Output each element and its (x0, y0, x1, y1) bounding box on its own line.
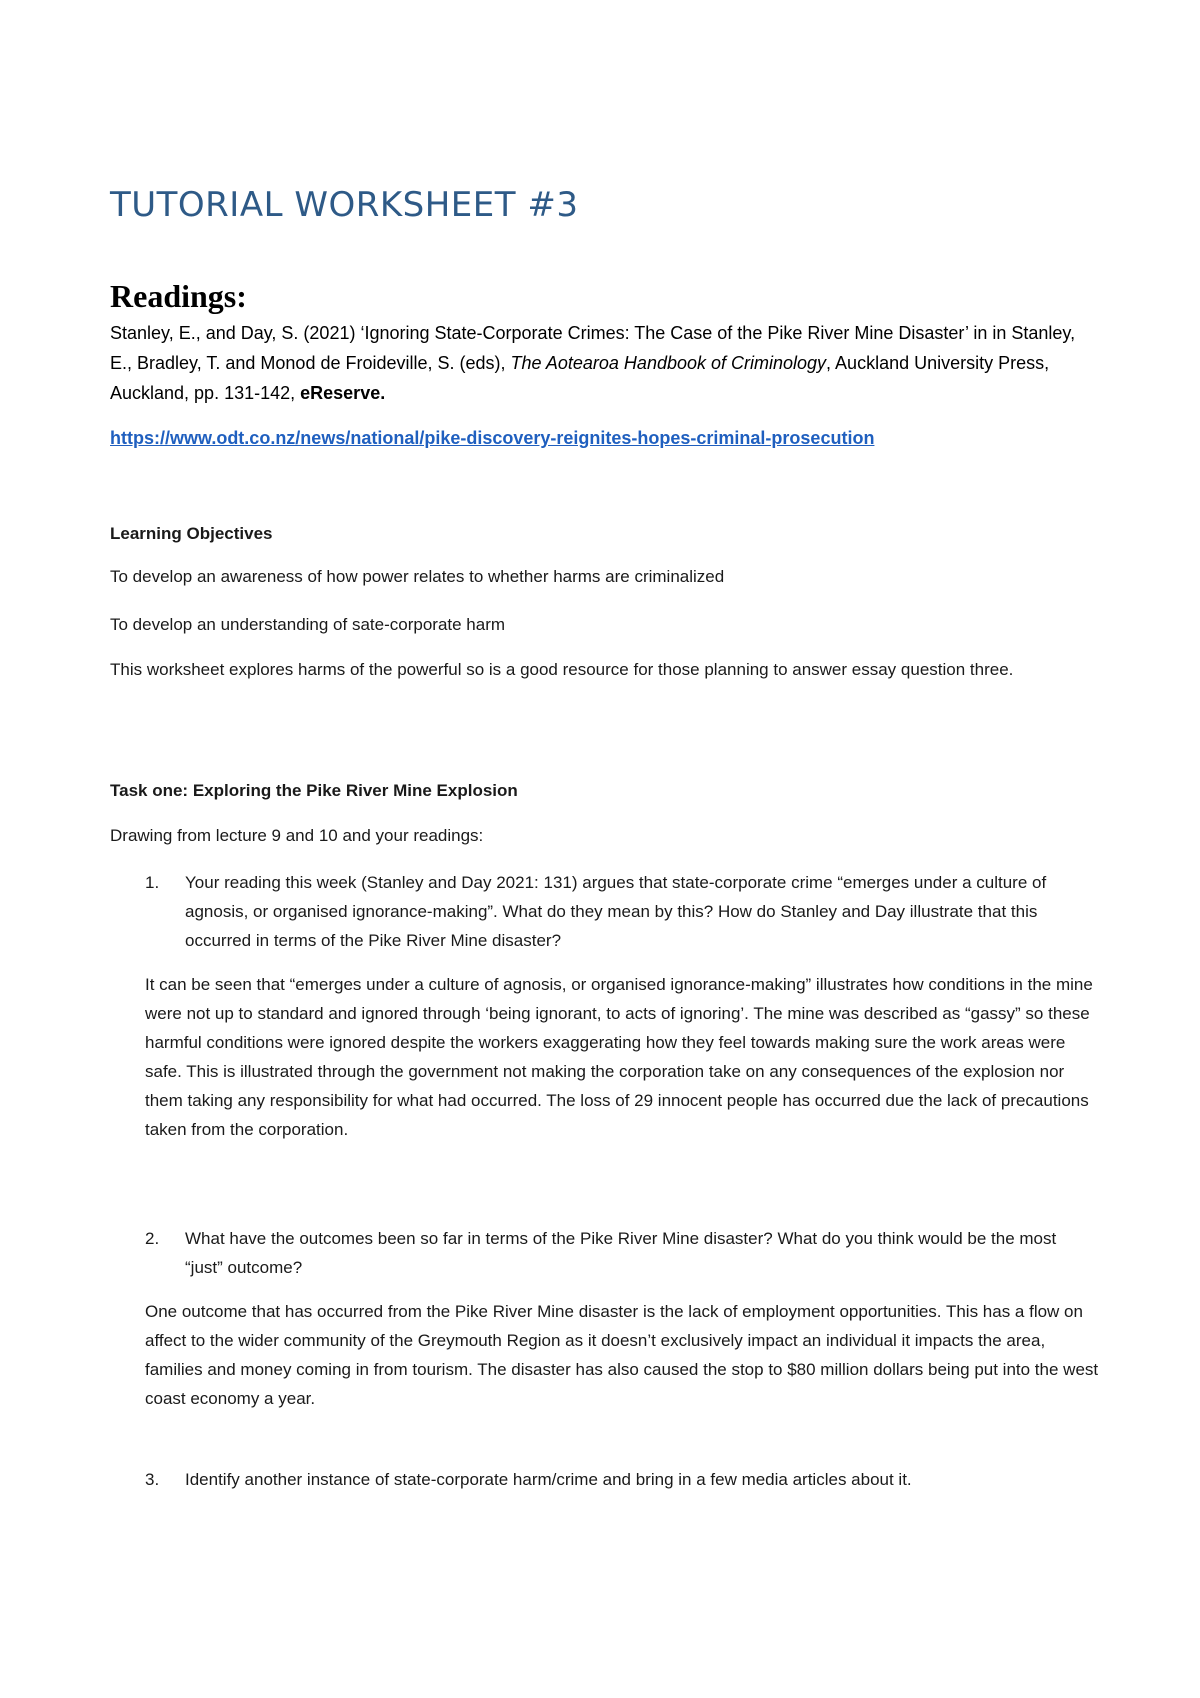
reading-citation (110, 318, 1100, 408)
readings-heading: Readings: (110, 278, 247, 314)
citation-book-title: The Aotearoa Handbook of Criminology (510, 353, 827, 373)
question-3 (145, 1465, 1090, 1494)
question-text: Identify another instance of state-corporate harm/crime and bring in a few media articles about it. (185, 1470, 912, 1489)
objective-item: To develop an understanding of sate-corporate harm (110, 615, 506, 634)
objectives-heading: Learning Objectives (110, 524, 273, 543)
citation-ereserve: eReserve (300, 383, 381, 403)
task-intro: Drawing from lecture 9 and 10 and your readings: (110, 826, 484, 845)
citation-publisher: , Auckland University Press, Auckland, pp. 131-142, (110, 353, 1050, 403)
question-number: 3. (145, 1470, 160, 1489)
question-2 (145, 1224, 1090, 1282)
question-1 (145, 868, 1090, 955)
objective-item: This worksheet explores harms of the powerful so is a good resource for those planning to answer essay question three. (110, 660, 1014, 679)
question-number: 2. (145, 1229, 160, 1248)
page-title: TUTORIAL WORKSHEET #3 (110, 185, 579, 225)
answer-2: One outcome that has occurred from the Pike River Mine disaster is the lack of employment opportunities. This has a flow on affect to the wider community of the Greymouth Region as it doesn’t exclusively impact an individual it impacts the area, families and money coming in from tourism. The disaster has also caused the stop to $80 million dollars being put into the west coast economy a year. (145, 1302, 1099, 1408)
question-number: 1. (145, 873, 160, 892)
task-heading: Task one: Exploring the Pike River Mine Explosion (110, 781, 518, 800)
citation-end: . (380, 383, 386, 403)
article-link[interactable]: https://www.odt.co.nz/news/national/pike-discovery-reignites-hopes-criminal-prosecution (110, 428, 875, 448)
citation-authors: Stanley, E., and Day, S. (2021) ‘Ignoring State-Corporate Crimes: The Case of the Pike River Mine Disaster’ in in Stanley, E., Bradley, T. and Monod de Froideville, S. (eds), (110, 323, 1076, 373)
question-text: Your reading this week (Stanley and Day 2021: 131) argues that state-corporate crime “emerges under a culture of agnosis, or organised ignorance-making”. What do they mean by this? How do Stanley and Day illustrate that this occurred in terms of the Pike River Mine disaster? (185, 873, 1047, 950)
question-text: What have the outcomes been so far in terms of the Pike River Mine disaster? What do you think would be the most “just” outcome? (185, 1229, 1057, 1277)
objective-item: To develop an awareness of how power relates to whether harms are criminalized (110, 567, 725, 586)
answer-1: It can be seen that “emerges under a culture of agnosis, or organised ignorance-making” illustrates how conditions in the mine were not up to standard and ignored through ‘being ignorant, to acts of ignoring’. The mine was described as “gassy” so these harmful conditions were ignored despite the workers exaggerating how they feel towards making sure the work areas were safe. This is illustrated through the government not making the corporation take on any consequences of the explosion nor them taking any responsibility for what had occurred. The loss of 29 innocent people has occurred due the lack of precautions taken from the corporation. (145, 975, 1093, 1139)
